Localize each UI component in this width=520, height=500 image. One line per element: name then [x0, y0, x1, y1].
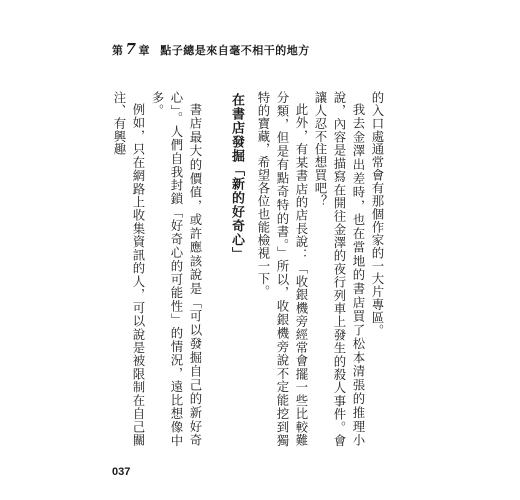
chapter-prefix: 第	[112, 44, 124, 57]
paragraph-1: 的入口處通常會有那個作家的一大片專區。	[370, 91, 385, 338]
chapter-suffix: 章	[138, 44, 150, 57]
section-heading: 在書店發掘「新的好奇心」	[229, 93, 244, 261]
section-paragraph-2: 例如，只在網路上收集資訊的人，可以說是被限制在自己關注、有興趣	[112, 91, 146, 447]
vertical-body-text	[110, 91, 387, 447]
chapter-title: 點子總是來自毫不相干的地方	[160, 44, 310, 57]
chapter-number: 7	[125, 40, 137, 58]
running-header	[112, 40, 310, 58]
section-paragraph-1: 書店最大的價值，或許應該說是「可以發掘自己的新好奇心」。人們自我封鎖「好奇心的可能性」的情況，遠比想像中多。	[150, 91, 203, 447]
page-number: 037	[112, 466, 131, 478]
paragraph-3: 此外，有某書店的店長說：「收銀機旁經常會擺一些比較難分類，但是有點奇特的書。」所以，收銀機旁說不定能挖到獨特的寶藏，希望各位也能檢視一下。	[256, 91, 309, 447]
paragraph-2: 我去金澤出差時，也在當地的書店買了松本清張的推理小說，內容是描寫在開往金澤的夜行列車上發生的殺人事件。會讓人忍不住想買吧？	[313, 91, 366, 447]
